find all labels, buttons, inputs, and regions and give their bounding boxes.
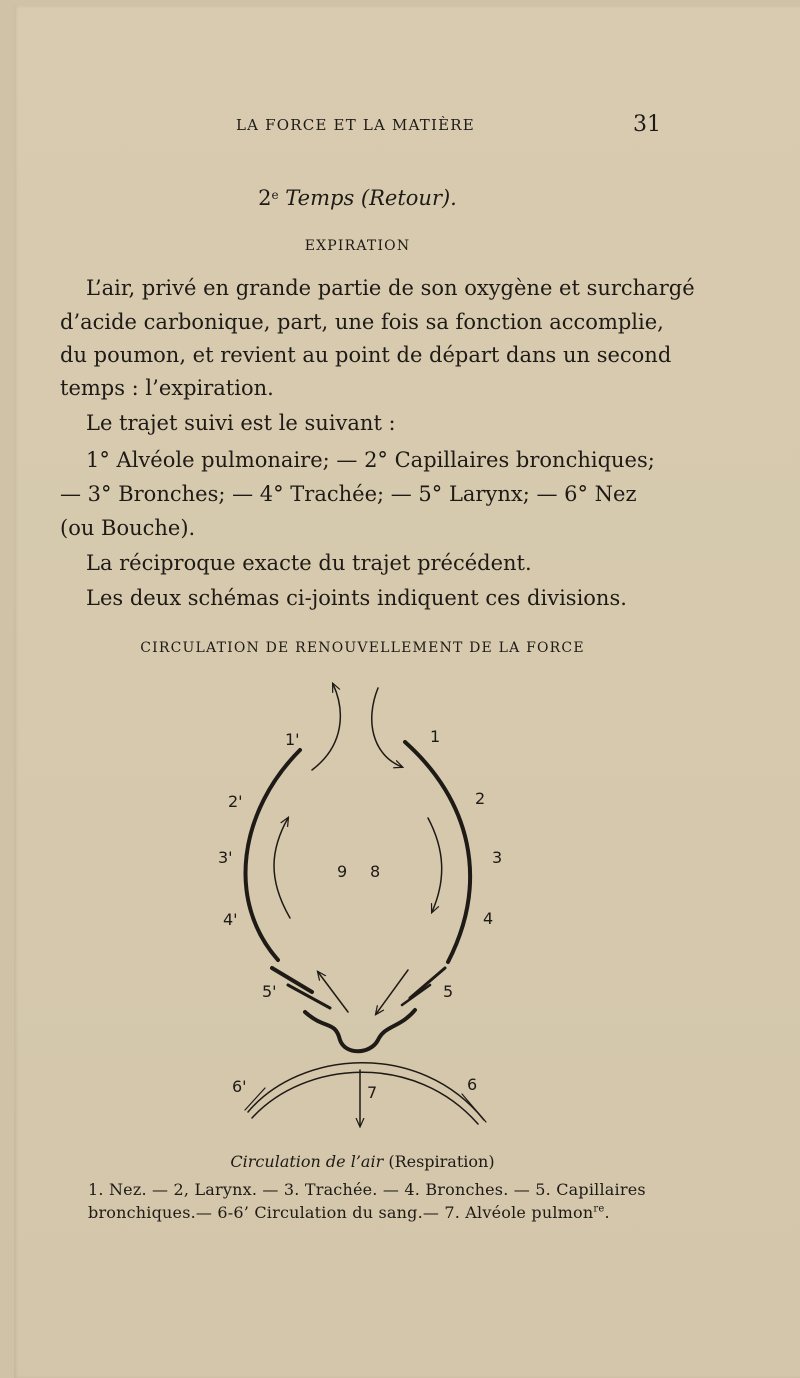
top-right-arrow — [372, 688, 402, 767]
alveolus — [305, 1010, 415, 1051]
label-5: 5 — [443, 982, 454, 1001]
label-6: 6 — [467, 1075, 478, 1094]
blood-arc-inner — [252, 1072, 478, 1124]
paragraph-line: — 3° Bronches; — 4° Trachée; — 5° Larynx; — 6° Nez — [60, 482, 637, 506]
label-9: 9 — [337, 862, 348, 881]
legend-line-sup: re — [593, 1203, 605, 1215]
section-title — [0, 186, 715, 210]
paragraph-line: Le trajet suivi est le suivant : — [86, 411, 396, 435]
figure-caption-italic: Circulation de l’air — [230, 1152, 384, 1171]
diagram-title: CIRCULATION DE RENOUVELLEMENT DE LA FORCE — [140, 640, 585, 656]
label-1: 1 — [430, 727, 441, 746]
section-title-text: Temps (Retour). — [285, 186, 457, 210]
paragraph-line: 1° Alvéole pulmonaire; — 2° Capillaires bronchiques; — [86, 448, 655, 472]
page-number: 31 — [633, 112, 661, 137]
label-1-prime: 1' — [285, 730, 300, 749]
inner-left-arrow — [274, 818, 290, 918]
blood-arc-left-tick — [245, 1088, 265, 1110]
section-number-sup: e — [271, 188, 279, 202]
section-number: 2 — [258, 186, 272, 210]
lower-right-arrow — [376, 970, 408, 1014]
lower-left-arrow — [318, 972, 348, 1012]
label-6-prime: 6' — [232, 1077, 247, 1096]
right-lower-segment — [410, 968, 445, 998]
legend-line-end: . — [604, 1203, 610, 1222]
legend-line-text: bronchiques.— 6-6’ Circulation du sang.— 7. Alvéole pulmon — [88, 1203, 594, 1222]
blood-arc-outer — [248, 1063, 484, 1120]
figure-caption — [0, 1152, 725, 1171]
top-left-arrow — [312, 684, 340, 770]
left-outer-arc — [246, 750, 300, 960]
paragraph-line: Les deux schémas ci-joints indiquent ces divisions. — [86, 586, 627, 610]
subheading: EXPIRATION — [304, 238, 411, 254]
blood-arc-right-tick — [462, 1094, 486, 1122]
figure-caption-rest: (Respiration) — [383, 1152, 495, 1171]
legend-line — [88, 1203, 610, 1222]
paragraph-line: temps : l’expiration. — [60, 376, 274, 400]
label-2: 2 — [475, 789, 486, 808]
label-8: 8 — [370, 862, 381, 881]
label-3-prime: 3' — [218, 848, 233, 867]
running-head: LA FORCE ET LA MATIÈRE — [236, 116, 475, 134]
paragraph-line: du poumon, et revient au point de départ dans un second — [60, 343, 672, 367]
label-4-prime: 4' — [223, 910, 238, 929]
label-2-prime: 2' — [228, 792, 243, 811]
legend-line: 1. Nez. — 2, Larynx. — 3. Trachée. — 4. Bronches. — 5. Capillaires — [88, 1180, 646, 1199]
paragraph-line: L’air, privé en grande partie de son oxygène et surchargé — [86, 276, 695, 300]
right-lower-segment-2 — [402, 985, 430, 1005]
respiration-diagram — [0, 670, 800, 1140]
label-7: 7 — [367, 1083, 378, 1102]
paragraph-line: (ou Bouche). — [60, 516, 196, 540]
inner-right-arrow — [428, 818, 442, 912]
paragraph-line: d’acide carbonique, part, une fois sa fonction accomplie, — [60, 310, 664, 334]
paragraph-line: La réciproque exacte du trajet précédent. — [86, 551, 532, 575]
label-5-prime: 5' — [262, 982, 277, 1001]
label-3: 3 — [492, 848, 503, 867]
right-outer-arc — [405, 742, 470, 962]
label-4: 4 — [483, 909, 494, 928]
